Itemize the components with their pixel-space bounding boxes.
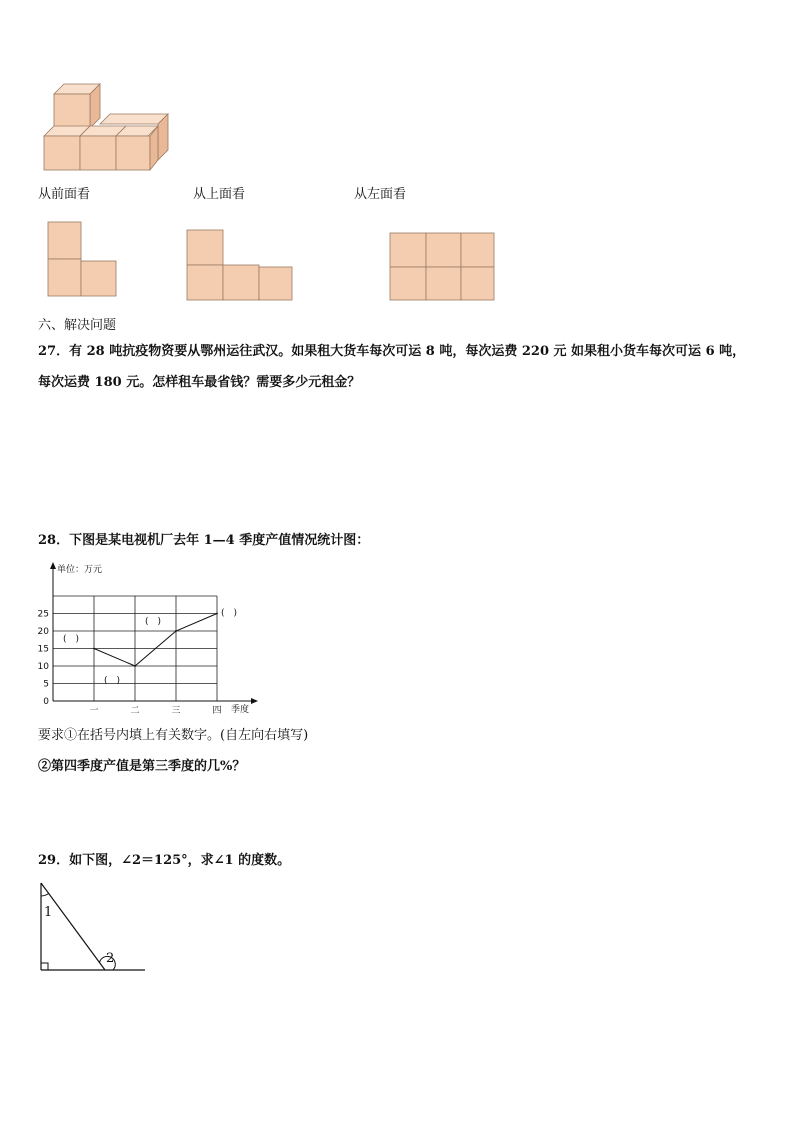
y-axis-label: 单位：万元 — [57, 565, 103, 575]
data-point — [134, 665, 136, 667]
blank-label: ( ) — [104, 676, 121, 686]
y-tick-label: 20 — [37, 627, 49, 637]
left-view-label: 从左面看 — [354, 187, 407, 202]
question-27-line-2: 每次运费 180 元。怎样租车最省钱？需要多少元租金？ — [38, 375, 361, 390]
cube-stack-figure — [40, 80, 175, 175]
production-line-chart — [30, 560, 270, 720]
front-view-label: 从前面看 — [38, 187, 91, 202]
blank-label: ( ) — [221, 608, 238, 619]
left-view-figure — [388, 231, 498, 303]
y-tick-label: 15 — [37, 644, 49, 655]
x-axis-label: 季度 — [231, 705, 250, 715]
blank-label: ( ) — [63, 634, 80, 645]
angle-1-label: 1 — [44, 905, 53, 920]
data-point — [216, 613, 218, 615]
question-28-requirement-1: 要求①在括号内填上有关数字。(自左向右填写) — [38, 728, 309, 743]
y-axis-arrow — [50, 562, 56, 569]
chart-marks — [63, 609, 237, 687]
question-29-text: 29．如下图，∠2＝125°，求∠1 的度数。 — [38, 853, 291, 868]
y-tick-label: 5 — [43, 679, 49, 690]
x-tick-label: 三 — [171, 706, 181, 716]
y-tick-label: 25 — [37, 609, 49, 620]
top-view-label: 从上面看 — [193, 187, 246, 202]
chart-grid — [53, 596, 217, 701]
triangle-figure — [35, 878, 150, 978]
x-tick-label: 一 — [89, 706, 99, 716]
blank-label: ( ) — [145, 617, 162, 627]
section-title: 六、解决问题 — [38, 318, 117, 333]
x-axis-arrow — [251, 698, 258, 704]
data-point — [175, 630, 177, 632]
question-28-intro: 28．下图是某电视机厂去年 1—4 季度产值情况统计图： — [38, 533, 370, 548]
data-point — [93, 648, 95, 650]
x-tick-label: 二 — [130, 706, 140, 716]
y-tick-label: 10 — [37, 662, 49, 672]
top-view-figure — [185, 228, 295, 303]
y-tick-label: 0 — [43, 697, 49, 707]
angle-2-label: 2 — [106, 951, 115, 966]
question-27-line-1: 27．有 28 吨抗疫物资要从鄂州运往武汉。如果租大货车每次可运 8 吨，每次运费 220 元 如果租小货车每次可运 6 吨， — [38, 344, 746, 359]
front-view-figure — [45, 220, 120, 300]
question-28-requirement-2: ②第四季度产值是第三季度的几%？ — [38, 759, 246, 774]
x-tick-label: 四 — [212, 706, 222, 716]
